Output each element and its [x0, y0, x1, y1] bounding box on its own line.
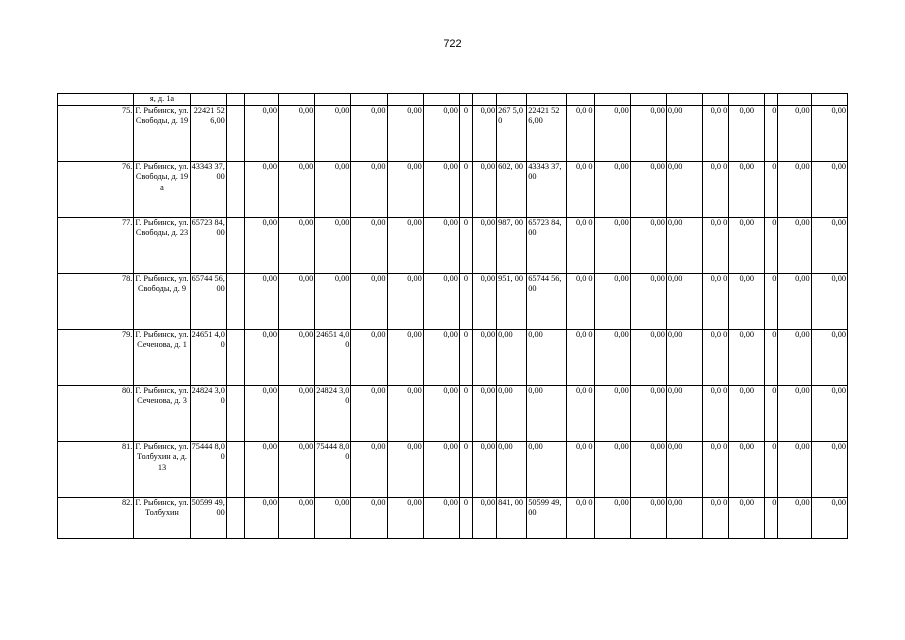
table-cell: 0 — [765, 161, 778, 217]
table-cell: 0,00 — [778, 217, 811, 273]
table-cell: 0,00 — [630, 441, 666, 497]
table-row — [58, 385, 848, 441]
table-cell — [226, 329, 244, 385]
table-cell: 22421 526,00 — [527, 105, 567, 161]
table-cell: 0,00 — [527, 385, 567, 441]
table-cell: 0,00 — [630, 105, 666, 161]
table-cell: 0 — [765, 105, 778, 161]
data-table — [57, 93, 848, 539]
table-cell: 24824 3,00 — [315, 385, 351, 441]
table-cell: 0,0 0 — [567, 161, 594, 217]
table-cell: 0,00 — [666, 497, 702, 538]
table-cell: 0 — [765, 329, 778, 385]
table-cell: 24651 4,00 — [315, 329, 351, 385]
table-cell: 0,0 0 — [703, 329, 729, 385]
table-cell: 0,00 — [244, 105, 278, 161]
table-cell: 0,00 — [729, 497, 765, 538]
table-cell: 267 5,00 — [497, 105, 527, 161]
table-cell: 0,00 — [279, 385, 315, 441]
table-cell: 0,00 — [729, 273, 765, 329]
table-cell: 0,00 — [666, 385, 702, 441]
table-cell: 0,00 — [473, 441, 497, 497]
table-cell: 0,00 — [666, 217, 702, 273]
table-cell: 0,00 — [473, 385, 497, 441]
table-cell: 0,0 0 — [703, 497, 729, 538]
row-index: 80. — [58, 385, 134, 441]
table-cell: 0,00 — [811, 161, 847, 217]
row-address: Г. Рыбинск, ул. Свободы, д. 19 — [134, 105, 190, 161]
table-cell: 0,00 — [387, 217, 423, 273]
table-cell: 0,00 — [527, 441, 567, 497]
row-address: Г. Рыбинск, ул. Толбухин а, д. 13 — [134, 441, 190, 497]
table-cell: 0,00 — [811, 273, 847, 329]
table-cell: 0,00 — [630, 161, 666, 217]
table-cell: 50599 49,00 — [527, 497, 567, 538]
table-cell — [226, 161, 244, 217]
row-index: 82. — [58, 497, 134, 538]
table-cell: 0,00 — [473, 217, 497, 273]
table-cell: 0,00 — [351, 329, 387, 385]
table-cell: 65744 56,00 — [527, 273, 567, 329]
row-address: Г. Рыбинск, ул. Свободы, д. 9 — [134, 273, 190, 329]
row-index: 81. — [58, 441, 134, 497]
table-cell: 0,00 — [244, 217, 278, 273]
table-cell: 0,00 — [473, 497, 497, 538]
table-cell: 0,00 — [473, 273, 497, 329]
table-cell: 0,00 — [778, 273, 811, 329]
table-cell: 602, 00 — [497, 161, 527, 217]
table-cell: 0,0 0 — [567, 441, 594, 497]
row-index: 76. — [58, 161, 134, 217]
table-cell: 0,00 — [630, 217, 666, 273]
table-cell: 0,00 — [351, 105, 387, 161]
table-cell: 0,00 — [778, 497, 811, 538]
table-cell: 0,00 — [279, 105, 315, 161]
table-cell: 0 — [459, 497, 472, 538]
table-cell: 0,0 0 — [567, 329, 594, 385]
table-cell: 0 — [459, 273, 472, 329]
table-cell: 0,0 0 — [703, 105, 729, 161]
table-cell: 75444 8,00 — [190, 441, 226, 497]
table-cell: 0,00 — [387, 497, 423, 538]
table-cell: 0,00 — [473, 329, 497, 385]
table-cell: 0,00 — [666, 105, 702, 161]
table-row — [58, 217, 848, 273]
table-cell: 0,00 — [811, 497, 847, 538]
table-cell: 0,00 — [387, 385, 423, 441]
table-row — [58, 497, 848, 538]
table-cell: 0,00 — [279, 329, 315, 385]
table-cell: 0,0 0 — [703, 273, 729, 329]
table-cell: 50599 49,00 — [190, 497, 226, 538]
table-cell: 0,00 — [778, 441, 811, 497]
table-cell: 0 — [765, 217, 778, 273]
table-cell: 841, 00 — [497, 497, 527, 538]
table-cell: 0,0 0 — [567, 217, 594, 273]
row-address: Г. Рыбинск, ул. Свободы, д. 19а — [134, 161, 190, 217]
table-cell: 0,0 0 — [567, 385, 594, 441]
page-number: 722 — [443, 38, 462, 50]
table-cell: 0,00 — [351, 161, 387, 217]
table-cell: 0,00 — [778, 161, 811, 217]
table-cell: 0 — [765, 273, 778, 329]
table-cell: 22421 526,00 — [190, 105, 226, 161]
table-body — [58, 94, 848, 539]
table-cell: 0,00 — [279, 273, 315, 329]
table-cell: 0 — [765, 441, 778, 497]
table-row — [58, 441, 848, 497]
table-cell: 0,00 — [594, 161, 630, 217]
table-cell: 0,00 — [387, 273, 423, 329]
table-cell: 0,00 — [279, 441, 315, 497]
table-cell: 0,00 — [244, 497, 278, 538]
table-cell: 0,00 — [594, 497, 630, 538]
row-address: Г. Рыбинск, ул. Сеченова, д. 1 — [134, 329, 190, 385]
table-cell: 0,00 — [497, 329, 527, 385]
table-cell: 0,00 — [630, 273, 666, 329]
table-cell: 0,00 — [351, 441, 387, 497]
table-cell: 0,00 — [729, 105, 765, 161]
table-cell: 0,0 0 — [703, 385, 729, 441]
table-cell — [226, 217, 244, 273]
table-cell: 0,00 — [423, 105, 459, 161]
table-cell: 0,00 — [473, 161, 497, 217]
table-cell: 0,00 — [778, 329, 811, 385]
table-row — [58, 329, 848, 385]
table-cell: 0,00 — [666, 329, 702, 385]
table-cell — [226, 497, 244, 538]
table-cell: 0,00 — [244, 273, 278, 329]
table-cell: 0,00 — [811, 329, 847, 385]
table-cell: 0,00 — [387, 161, 423, 217]
table-cell: 0 — [459, 329, 472, 385]
table-cell: 0 — [459, 105, 472, 161]
table-cell: 0,00 — [594, 105, 630, 161]
table-cell: 0 — [459, 441, 472, 497]
table-cell: 0 — [765, 385, 778, 441]
table-row-fragment — [58, 94, 848, 106]
table-cell — [226, 105, 244, 161]
table-cell: 24824 3,00 — [190, 385, 226, 441]
table-cell: 0,00 — [666, 161, 702, 217]
table-row — [58, 105, 848, 161]
table-cell: 65744 56,00 — [190, 273, 226, 329]
table-cell: 0,0 0 — [567, 273, 594, 329]
table-cell: 0,00 — [811, 105, 847, 161]
table-cell: 0,00 — [729, 329, 765, 385]
table-cell: 0,00 — [811, 385, 847, 441]
table-cell: 0,00 — [244, 385, 278, 441]
table-cell: 0 — [765, 497, 778, 538]
table-cell: 0,00 — [315, 105, 351, 161]
table-cell: 0,00 — [729, 385, 765, 441]
row-index: 78. — [58, 273, 134, 329]
table-cell: 43343 37,00 — [527, 161, 567, 217]
table-cell: 0,00 — [351, 385, 387, 441]
table-row — [58, 161, 848, 217]
table-cell: 65723 84,00 — [190, 217, 226, 273]
table-cell: 0,00 — [387, 329, 423, 385]
table-cell: 0 — [459, 161, 472, 217]
table-cell: 0,00 — [497, 441, 527, 497]
table-cell: 65723 84,00 — [527, 217, 567, 273]
table-cell: 0,00 — [811, 217, 847, 273]
table-cell: 0,00 — [630, 385, 666, 441]
table-cell: 0 — [459, 217, 472, 273]
row-index: 77. — [58, 217, 134, 273]
table-cell: 0,00 — [778, 105, 811, 161]
table-cell: 43343 37,00 — [190, 161, 226, 217]
table-cell: 0,00 — [630, 329, 666, 385]
table-cell: 0,00 — [729, 441, 765, 497]
table-cell: 0,00 — [497, 385, 527, 441]
table-cell: 0,00 — [594, 273, 630, 329]
table-cell: 951, 00 — [497, 273, 527, 329]
table-cell: 0,00 — [351, 217, 387, 273]
table-cell: 0,00 — [387, 105, 423, 161]
table-cell: 0,0 0 — [567, 497, 594, 538]
table-cell: 0,00 — [666, 441, 702, 497]
table-cell: 0,00 — [315, 497, 351, 538]
table-cell: 0,00 — [594, 385, 630, 441]
table-cell: 0,00 — [351, 497, 387, 538]
table-cell — [226, 441, 244, 497]
table-cell — [226, 385, 244, 441]
table-cell: 0,00 — [729, 161, 765, 217]
table-cell: 0,00 — [244, 161, 278, 217]
row-address: Г. Рыбинск, ул. Сеченова, д. 3 — [134, 385, 190, 441]
table-cell: 0,00 — [630, 497, 666, 538]
table-cell: 0,00 — [527, 329, 567, 385]
table-cell: 0,00 — [594, 441, 630, 497]
table-cell: 0,00 — [315, 161, 351, 217]
table-cell: 0,00 — [423, 385, 459, 441]
table-cell: 0,00 — [279, 217, 315, 273]
table-cell: 0,00 — [351, 273, 387, 329]
row-index: 79. — [58, 329, 134, 385]
table-cell: 987, 00 — [497, 217, 527, 273]
table-cell: 24651 4,00 — [190, 329, 226, 385]
table-cell: 0,00 — [315, 217, 351, 273]
table-cell: 0,00 — [315, 273, 351, 329]
table-cell: 0,00 — [279, 497, 315, 538]
row-address: Г. Рыбинск, ул. Толбухин — [134, 497, 190, 538]
table-cell: 0,00 — [244, 441, 278, 497]
table-cell — [226, 273, 244, 329]
table-cell: 0,00 — [244, 329, 278, 385]
table-cell: 0,00 — [594, 329, 630, 385]
table-cell: 0 — [459, 385, 472, 441]
table-cell: 0,00 — [279, 161, 315, 217]
table-cell: 0,00 — [473, 105, 497, 161]
table-cell: 0,00 — [423, 273, 459, 329]
table-cell: 0,00 — [594, 217, 630, 273]
table-row — [58, 273, 848, 329]
table-cell: 0,0 0 — [703, 441, 729, 497]
table-cell: 0,0 0 — [703, 217, 729, 273]
table-cell: 0,00 — [423, 161, 459, 217]
table-cell: 0,00 — [387, 441, 423, 497]
table-cell: 0,00 — [423, 329, 459, 385]
table-cell: 0,00 — [778, 385, 811, 441]
table-cell: 0,00 — [423, 497, 459, 538]
address-fragment: я, д. 1а — [134, 94, 190, 106]
table-cell: 75444 8,00 — [315, 441, 351, 497]
table-cell: 0,00 — [811, 441, 847, 497]
table-cell: 0,00 — [423, 217, 459, 273]
table-cell: 0,0 0 — [703, 161, 729, 217]
table-cell: 0,00 — [666, 273, 702, 329]
table-cell: 0,00 — [729, 217, 765, 273]
table-cell: 0,00 — [423, 441, 459, 497]
row-address: Г. Рыбинск, ул. Свободы, д. 23 — [134, 217, 190, 273]
row-index: 75. — [58, 105, 134, 161]
table-cell: 0,0 0 — [567, 105, 594, 161]
